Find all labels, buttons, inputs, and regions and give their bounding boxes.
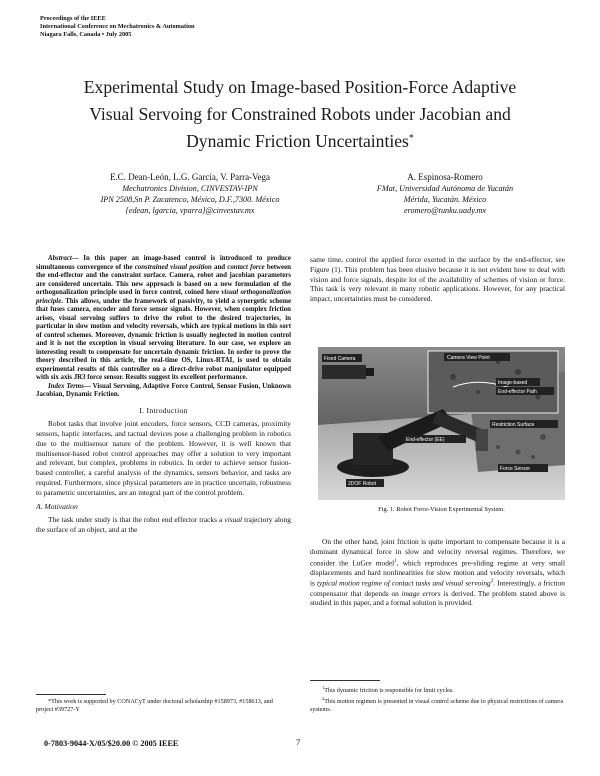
title-footnote-mark: * [408, 133, 414, 144]
figure-caption: Fig. 1. Robot Force-Vision Experimental System. [378, 506, 505, 513]
label-fixed-camera: Fixed Camera [324, 356, 356, 362]
right-paragraph: same time, control the applied force exerted in the surface by the end-effector, see Figure (1). This problem has been elusive because it is not evident how to deal with vision and force signals, despite lot of the availability of schemes of vision or force. This task is very relevant in many robotic applications. However, for any practical impact, uncertainties must be considered. [310, 255, 565, 303]
intro-paragraph: Robot tasks that involve joint encoders, force sensors, CCD cameras, proximity sensors, haptic interfaces, and tactual devices pose a challenging problem in robotics due to the multisensor nature of the problem. However, it is well known that multisensor-based robot control approaches may offer a solution to very important and relevant, but complex, problems in robotics. In order to achieve sensor fusion-based controller, a careful analysis of the dynamics, sensors behavior, and tasks are required. Furthermore, since physical parameters are in practice uncertain, robustness to parametric uncertainties, are an integral part of the control problem. [36, 419, 291, 497]
abstract-label: Abstract [48, 255, 72, 262]
proc-line: International Conference on Mechatronics & Automation [40, 23, 195, 31]
figure-image [318, 347, 565, 500]
footnote-rule [310, 680, 380, 681]
title-line [30, 128, 570, 155]
label-endeffector-path: End-effector Path [498, 389, 537, 395]
subsection-heading: A. Motivation [36, 502, 78, 512]
title-line-text: Dynamic Friction Uncertainties [186, 131, 409, 151]
fixed-camera-body [322, 365, 366, 379]
author-affiliation: FMat, Universidad Autónoma de Yucatán [376, 184, 514, 193]
author-affiliation: Mechatronics Division, CINVESTAV-IPN [122, 184, 258, 193]
label-robot: 2DOF Robot [348, 481, 377, 487]
title-line: Visual Servoing for Constrained Robots under Jacobian and [89, 104, 511, 124]
proceedings-header [40, 15, 300, 40]
title-line: Experimental Study on Image-based Position-Force Adaptive [83, 77, 517, 97]
author-block-left [55, 172, 325, 216]
label-force-sensor: Force Sensor [500, 466, 531, 472]
author-address: Mérida, Yucatán. México [403, 195, 487, 204]
label-endeffector: End-effector (EE) [406, 437, 445, 443]
footnote-ref: 1 [394, 558, 397, 564]
author-names: A. Espinosa-Romero [407, 172, 483, 182]
footnote-text: *This work is supported by CONACyT under doctoral scholarship #158973, #158613, and project #39727-Y [36, 698, 273, 713]
footnotes-right [310, 680, 565, 714]
camera-lens [366, 368, 374, 376]
figure-robot-system [318, 347, 565, 500]
author-address: IPN 2508,Sn P. Zacatenco, México, D.F.,7300. México [100, 195, 280, 204]
right-paragraph: On the other hand, joint friction is quite important to compensate because it is a dominant dynamical force in slow and velocity reversal regimes. Therefore, we consider the LuGre model$^1$, which reproduces pre-sliding regime at very small displacements and hard nonlinearities for slow motion and velocity reversals, which is typical motion regime of contact tasks and visual servoing$^2$. Interestingly, a friction compensator that depends on image errors is derived. The problem stated above is studied in this paper, and a formal solution is provided. [310, 537, 566, 608]
footnote-2: $^2$This motion regimen is presented in visual control scheme due to physical restrictions of camera systems. [310, 696, 564, 714]
footnote-rule [36, 694, 106, 695]
label-restriction: Restriction Surface [492, 422, 535, 428]
footnote-ref: 2 [490, 579, 494, 585]
footnote-1: $^1$This dynamic friction is responsible for limit cycles. [322, 685, 454, 695]
left-column [36, 255, 291, 535]
author-email: eromero@tunku.uady.mx [404, 206, 486, 215]
author-block-right [330, 172, 560, 216]
paper-title [30, 74, 570, 155]
isbn-line: 0-7803-9044-X/05/$20.00 © 2005 IEEE [44, 739, 179, 748]
right-column-lower [310, 537, 565, 608]
author-names: E.C. Dean-León, L.G. García, V. Parra-Vega [109, 172, 271, 182]
author-email: {edean, lgarcia, vparra}@cinvestav.mx [125, 206, 255, 215]
motivation-paragraph: The task under study is that the robot end effector tracks a visual trajectory along the surface of an object, and at the [36, 515, 291, 534]
footnote-left [36, 694, 291, 714]
force-sensor-body [476, 429, 488, 451]
label-camera-view: Camera View Point [447, 355, 490, 361]
label-image-based: Image-based [498, 380, 528, 386]
page-number: 7 [296, 737, 301, 747]
proc-line: Proceedings of the IEEE [40, 15, 106, 22]
proc-line: Niagara Falls, Canada • July 2005 [40, 31, 132, 39]
index-terms: Index Terms— Visual Servoing, Adaptive Force Control, Sensor Fusion, Unknown Jacobian, Dynamic Friction. [36, 382, 291, 398]
abstract: Abstract— In this paper an image-based control is introduced to produce simultaneous convergence of the constrained visual position and contact force between the end-effector and the constraint surface. Camera, robot and jacobian parameters are considered uncertain. This new approach is based on a new formulation of the orthogonalization principle used in force control, coined here visual orthogonalization principle. This allows, under the framework of passivity, to yield a synergetic scheme that fuses camera, encoder and force sensor signals. However, when complex friction arises, visual servoing suffers to drive the robot to the desired trajectories, in particular in slow motion and velocity reversals, which are typical motions in this sort of control schemes. Moreover, dynamic friction is usually neglected in motion control and it is not the exception in visual servoing literature. In our case, we explore an interesting result to compensate for uncertain dynamic friction. In order to prove the theory described in this article, the real-time OS, Linux-RTAI, is used to obtain experimental results of this controller on a direct-drive robot manipulator equipped with six axis JR3 force sensor. Results suggest its excellent performance. [36, 255, 292, 381]
section-heading: I. Introduction [139, 405, 188, 415]
index-terms-label: Index Terms [48, 382, 84, 390]
right-column [310, 255, 565, 304]
